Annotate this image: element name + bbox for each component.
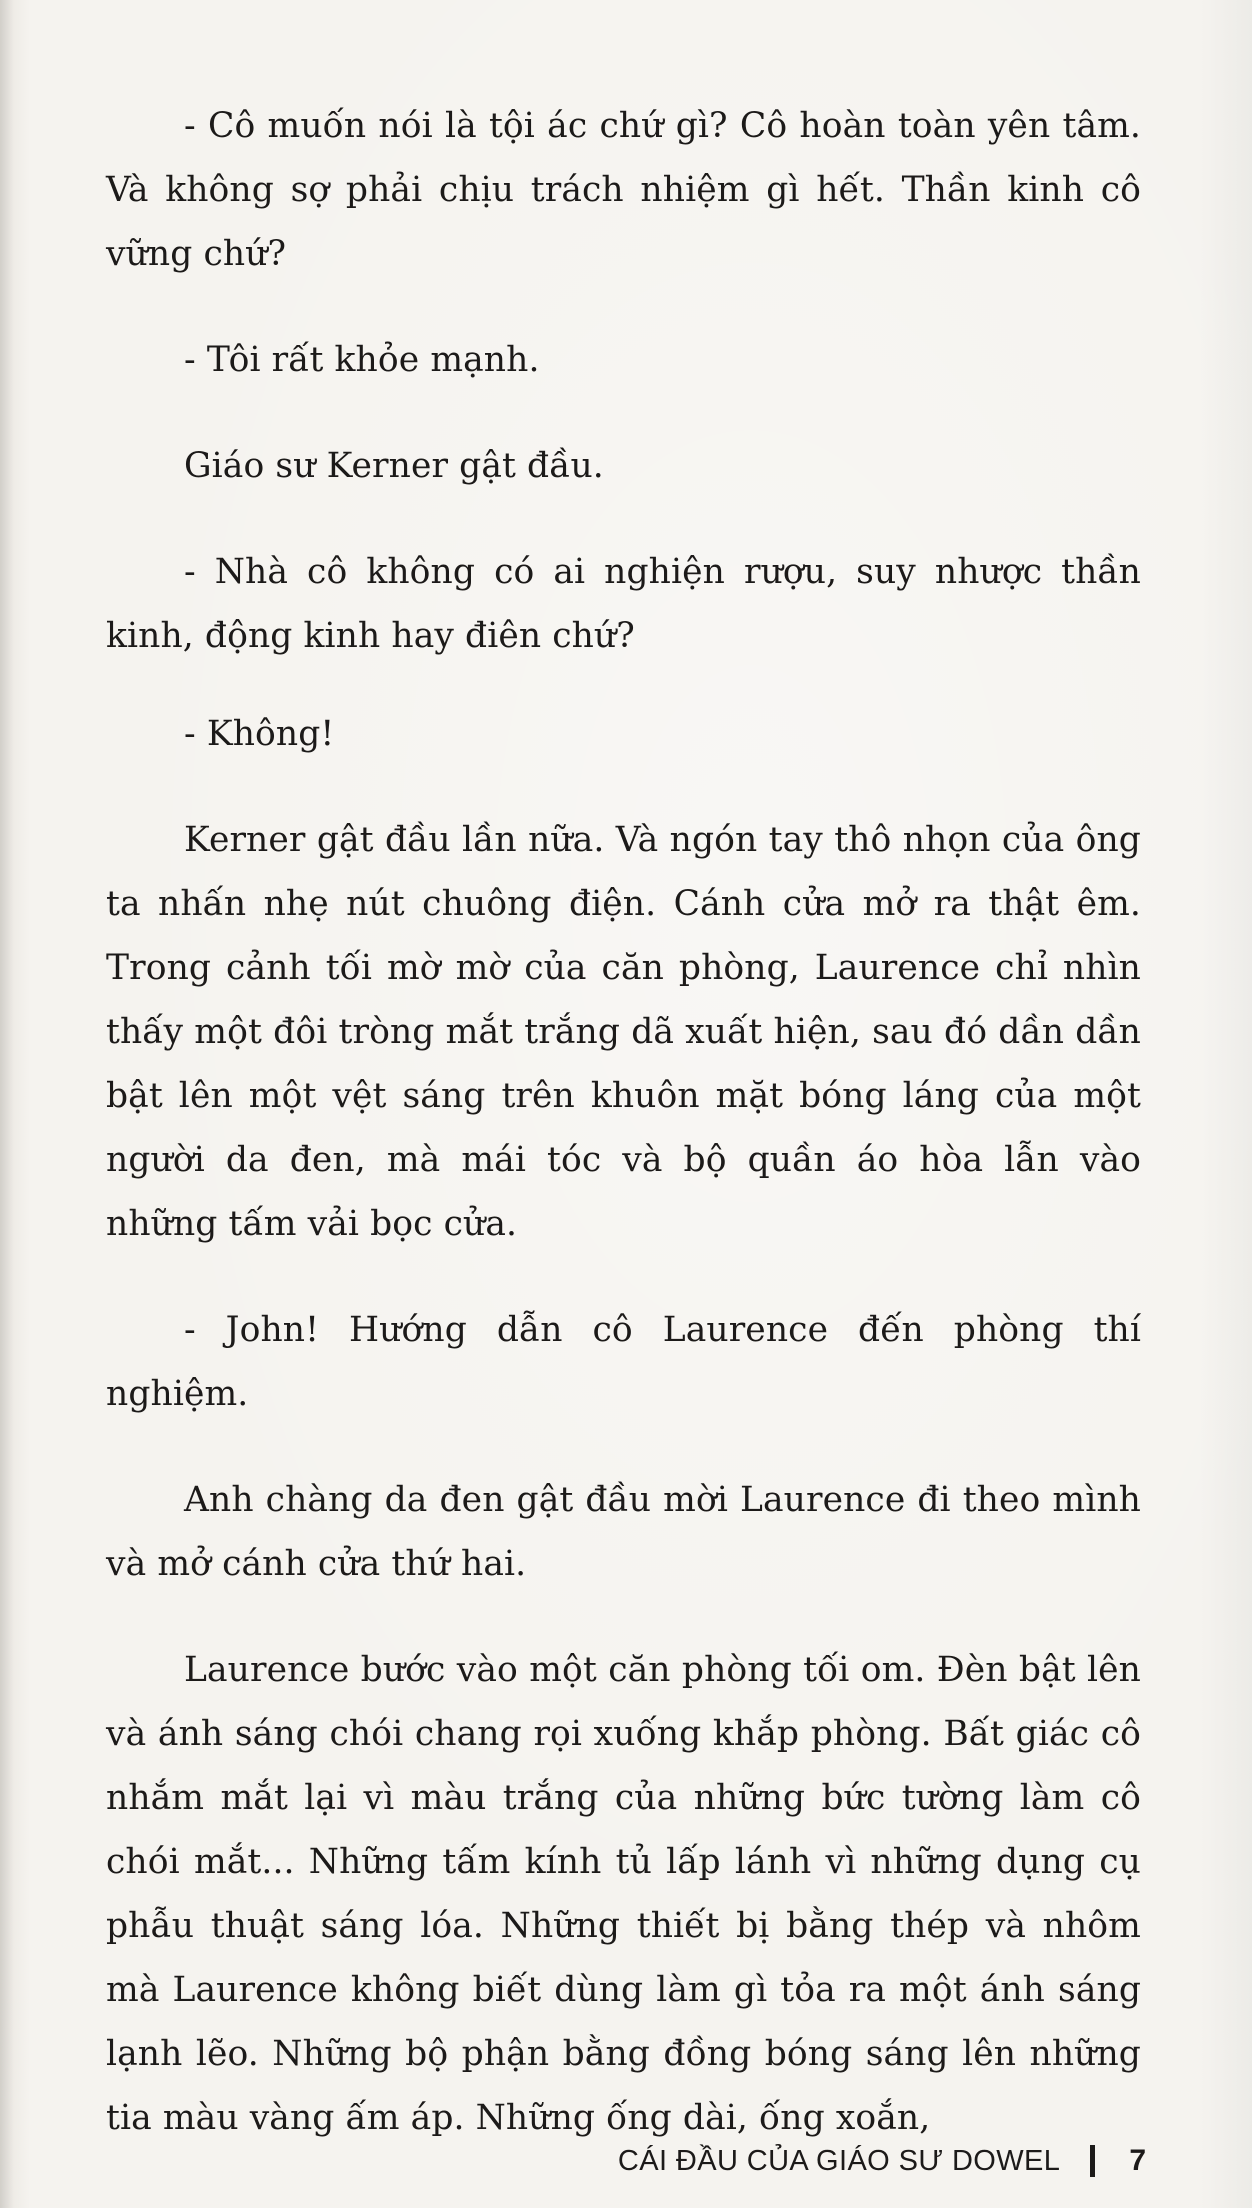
page-gutter-shadow xyxy=(0,0,14,2208)
paragraph-dialogue-3: - Nhà cô không có ai nghiện rượu, suy nhược thần kinh, động kinh hay điên chứ? xyxy=(106,552,1141,656)
paragraph-narration-4: Laurence bước vào một căn phòng tối om. Đèn bật lên và ánh sáng chói chang rọi xuống khắp phòng. Bất giác cô nhắm mắt lại vì màu trắng của những bức tường làm cô chói mắt... Những tấm kính tủ lấp lánh vì những dụng cụ phẫu thuật sáng lóa. Những thiết bị bằng thép và nhôm mà Laurence không biết dùng làm gì tỏa ra một ánh sáng lạnh lẽo. Những bộ phận bằng đồng bóng sáng lên những tia màu vàng ấm áp. Những ống dài, ống xoắn, xyxy=(106,1650,1141,2138)
page-number: 7 xyxy=(1129,2144,1146,2177)
paragraph-dialogue-1: - Cô muốn nói là tội ác chứ gì? Cô hoàn toàn yên tâm. Và không sợ phải chịu trách nhiệm gì hết. Thần kinh cô vững chứ? xyxy=(106,106,1141,274)
paragraph-narration-2: Kerner gật đầu lần nữa. Và ngón tay thô nhọn của ông ta nhấn nhẹ nút chuông điện. Cánh cửa mở ra thật êm. Trong cảnh tối mờ mờ của căn phòng, Laurence chỉ nhìn thấy một đôi tròng mắt trắng dã xuất hiện, sau đó dần dần bật lên một vệt sáng trên khuôn mặt bóng láng của một người da đen, mà mái tóc và bộ quần áo hòa lẫn vào những tấm vải bọc cửa. xyxy=(106,820,1141,1244)
running-title: CÁI ĐẦU CỦA GIÁO SƯ DOWEL xyxy=(617,2144,1061,2177)
paragraph-dialogue-4: - Không! xyxy=(184,714,335,754)
paragraph-narration-3: Anh chàng da đen gật đầu mời Laurence đi theo mình và mở cánh cửa thứ hai. xyxy=(106,1480,1141,1584)
paragraph-dialogue-5: - John! Hướng dẫn cô Laurence đến phòng thí nghiệm. xyxy=(106,1310,1141,1414)
footer-separator xyxy=(1090,2145,1095,2177)
page-footer xyxy=(618,2140,1146,2182)
paragraph-dialogue-2: - Tôi rất khỏe mạnh. xyxy=(184,340,540,380)
body-text xyxy=(106,94,1141,2150)
paragraph-narration-1: Giáo sư Kerner gật đầu. xyxy=(184,446,604,486)
